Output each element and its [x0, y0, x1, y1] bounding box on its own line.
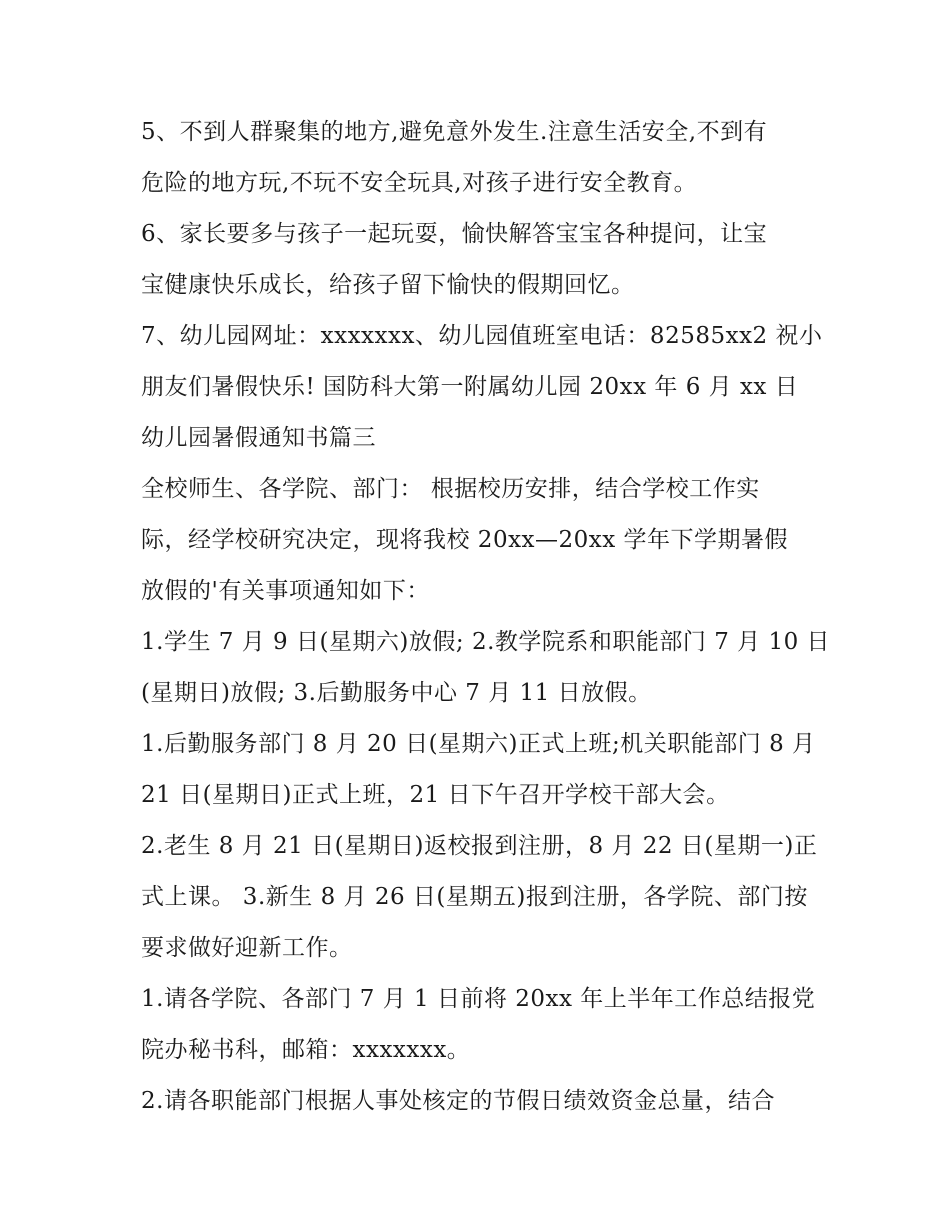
section-heading: 幼儿园暑假通知书篇三 [141, 425, 376, 451]
text-line: 放假的'有关事项通知如下： [141, 578, 430, 604]
text-line: 6、家长要多与孩子一起玩耍，愉快解答宝宝各种提问，让宝 [141, 221, 768, 247]
text-line: 朋友们暑假快乐! 国防科大第一附属幼儿园 20xx 年 6 月 xx 日 [141, 374, 799, 400]
text-line: 7、幼儿园网址：xxxxxxx、幼儿园值班室电话：82585xx2 祝小 [141, 323, 823, 349]
text-line: (星期日)放假; 3.后勤服务中心 7 月 11 日放假。 [141, 680, 652, 706]
text-line: 21 日(星期日)正式上班，21 日下午召开学校干部大会。 [141, 782, 730, 808]
text-line: 1.后勤服务部门 8 月 20 日(星期六)正式上班;机关职能部门 8 月 [141, 731, 816, 757]
text-line: 际，经学校研究决定，现将我校 20xx—20xx 学年下学期暑假 [141, 527, 789, 553]
text-line: 宝健康快乐成长，给孩子留下愉快的假期回忆。 [141, 272, 635, 298]
text-line: 5、不到人群聚集的地方,避免意外发生.注意生活安全,不到有 [141, 119, 768, 145]
text-line: 院办秘书科，邮箱：xxxxxxx。 [141, 1037, 471, 1063]
text-line: 全校师生、各学院、部门： 根据校历安排，结合学校工作实 [141, 476, 760, 502]
text-line: 2.请各职能部门根据人事处核定的节假日绩效资金总量，结合 [141, 1088, 775, 1114]
text-line: 2.老生 8 月 21 日(星期日)返校报到注册，8 月 22 日(星期一)正 [141, 833, 818, 859]
document-body [141, 107, 831, 1127]
text-line: 1.请各学院、各部门 7 月 1 日前将 20xx 年上半年工作总结报党 [141, 986, 816, 1012]
text-line: 式上课。 3.新生 8 月 26 日(星期五)报到注册，各学院、部门按 [141, 884, 808, 910]
text-line: 要求做好迎新工作。 [141, 935, 353, 961]
text-line: 1.学生 7 月 9 日(星期六)放假; 2.教学院系和职能部门 7 月 10 日 [141, 629, 831, 655]
text-line: 危险的地方玩,不玩不安全玩具,对孩子进行安全教育。 [141, 170, 698, 196]
